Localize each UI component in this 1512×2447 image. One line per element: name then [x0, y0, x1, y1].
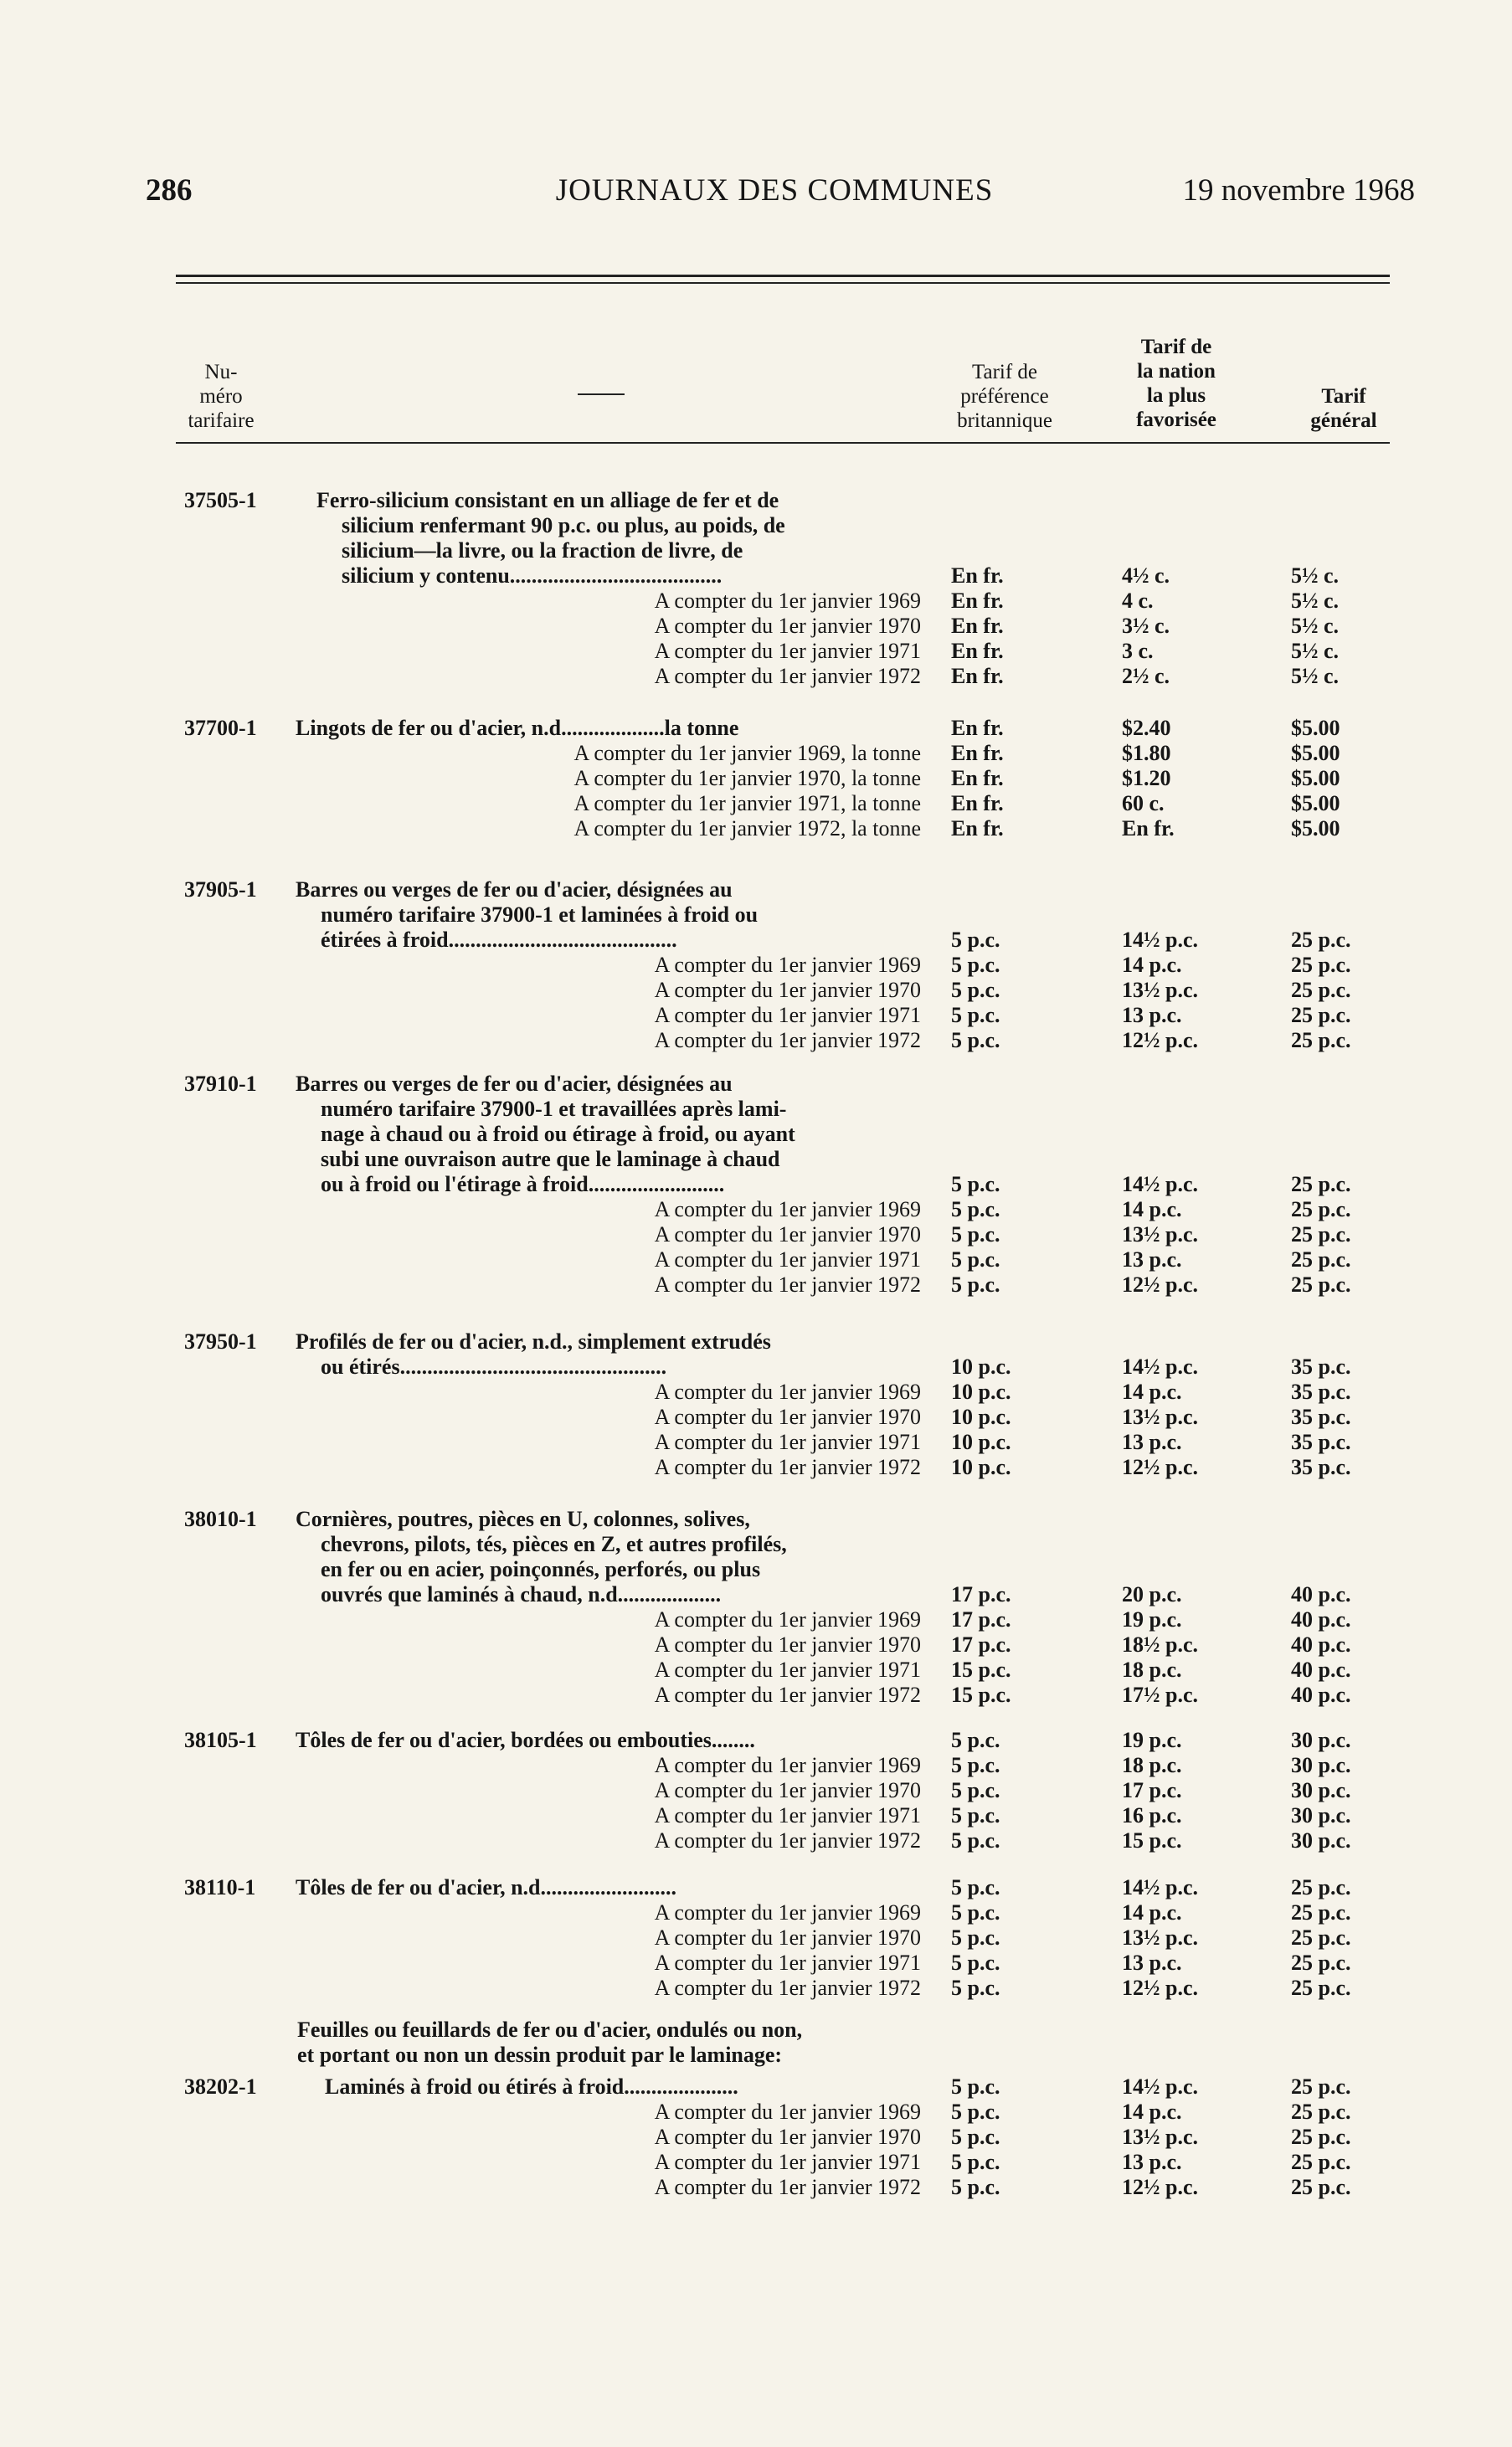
rate-british-preference: 15 p.c.	[951, 1658, 1011, 1682]
tariff-number: 37505-1	[184, 488, 257, 512]
tariff-entry	[184, 1728, 1390, 1853]
description-text: silicium y contenu.......................................	[342, 563, 723, 588]
rate-general: 25 p.c.	[1291, 1900, 1351, 1925]
date-schedule-label: A compter du 1er janvier 1972	[654, 1272, 921, 1297]
rate-most-favoured-nation: 17½ p.c.	[1122, 1683, 1198, 1707]
entry-line	[184, 1532, 1390, 1557]
column-header-rule	[176, 442, 1390, 444]
rate-general: 25 p.c.	[1291, 2074, 1351, 2099]
description-text: silicium renfermant 90 p.c. ou plus, au poids, de	[342, 513, 785, 537]
entry-line	[184, 1683, 1390, 1708]
rate-general: 25 p.c.	[1291, 1951, 1351, 1975]
entry-line	[184, 1900, 1390, 1925]
date-schedule-label: A compter du 1er janvier 1971, la tonne	[573, 791, 921, 815]
column-header-text: Tarif de	[1140, 336, 1212, 358]
rate-british-preference: 10 p.c.	[951, 1380, 1011, 1404]
date-schedule-label: A compter du 1er janvier 1972	[654, 2175, 921, 2199]
date-schedule-label: A compter du 1er janvier 1969	[654, 589, 921, 613]
rate-most-favoured-nation: 19 p.c.	[1122, 1607, 1182, 1632]
rate-british-preference: 15 p.c.	[951, 1683, 1011, 1707]
description-text: Lingots de fer ou d'acier, n.d...................la tonne	[296, 716, 739, 740]
rate-most-favoured-nation: 18 p.c.	[1122, 1658, 1182, 1682]
column-header-text: préférence	[960, 385, 1049, 408]
entry-line	[184, 614, 1390, 639]
rate-british-preference: 5 p.c.	[951, 2150, 1000, 2174]
entry-line	[184, 538, 1390, 563]
rate-general: 25 p.c.	[1291, 1003, 1351, 1027]
entry-line	[184, 953, 1390, 978]
entry-line	[184, 2150, 1390, 2175]
tariff-entry	[184, 877, 1390, 1053]
rate-general: 5½ c.	[1291, 589, 1340, 613]
description-text: Laminés à froid ou étirés à froid.....................	[325, 2074, 738, 2099]
description-text: en fer ou en acier, poinçonnés, perforés, ou plus	[321, 1557, 761, 1581]
rate-general: 25 p.c.	[1291, 1272, 1351, 1297]
column-header-text: méro	[199, 385, 243, 408]
rate-most-favoured-nation: En fr.	[1122, 816, 1175, 841]
entry-line	[184, 1925, 1390, 1951]
description-text: Barres ou verges de fer ou d'acier, désignées au	[296, 1072, 733, 1096]
rate-general: 25 p.c.	[1291, 1197, 1351, 1221]
entry-line	[184, 1405, 1390, 1430]
rate-british-preference: 5 p.c.	[951, 1222, 1000, 1247]
rate-most-favoured-nation: 14 p.c.	[1122, 1380, 1182, 1404]
rate-general: 5½ c.	[1291, 664, 1340, 688]
date-schedule-label: A compter du 1er janvier 1970	[654, 1778, 921, 1802]
date-schedule-label: A compter du 1er janvier 1970	[654, 1405, 921, 1429]
rate-british-preference: En fr.	[951, 791, 1004, 815]
entry-line	[184, 1557, 1390, 1582]
entry-line	[184, 928, 1390, 953]
description-text: nage à chaud ou à froid ou étirage à froid, ou ayant	[321, 1122, 795, 1146]
rate-general: 25 p.c.	[1291, 2150, 1351, 2174]
rate-most-favoured-nation: 13½ p.c.	[1122, 1405, 1198, 1429]
entry-line	[184, 1507, 1390, 1532]
tariff-entry	[184, 716, 1390, 841]
date-schedule-label: A compter du 1er janvier 1969	[654, 2100, 921, 2124]
rate-general: 35 p.c.	[1291, 1405, 1351, 1429]
group-heading-line: et portant ou non un dessin produit par le laminage:	[297, 2043, 783, 2067]
tariff-entry	[184, 488, 1390, 689]
entry-line	[184, 877, 1390, 902]
entry-line	[184, 1272, 1390, 1298]
rate-british-preference: 5 p.c.	[951, 2125, 1000, 2149]
rate-british-preference: 5 p.c.	[951, 1028, 1000, 1052]
group-heading-line: Feuilles ou feuillards de fer ou d'acier, ondulés ou non,	[297, 2018, 803, 2042]
entry-line	[184, 1380, 1390, 1405]
rate-british-preference: 17 p.c.	[951, 1607, 1011, 1632]
rate-most-favoured-nation: $1.80	[1122, 741, 1171, 765]
rate-most-favoured-nation: 14½ p.c.	[1122, 928, 1198, 952]
rate-general: $5.00	[1291, 816, 1340, 841]
date-schedule-label: A compter du 1er janvier 1969, la tonne	[573, 741, 921, 765]
date-schedule-label: A compter du 1er janvier 1970	[654, 978, 921, 1002]
rate-most-favoured-nation: 14½ p.c.	[1122, 1875, 1198, 1900]
rate-british-preference: 5 p.c.	[951, 1272, 1000, 1297]
entry-line	[184, 1658, 1390, 1683]
date-schedule-label: A compter du 1er janvier 1972	[654, 1028, 921, 1052]
rate-most-favoured-nation: 60 c.	[1122, 791, 1165, 815]
description-text: Ferro-silicium consistant en un alliage de fer et de	[316, 488, 779, 512]
rate-general: 40 p.c.	[1291, 1582, 1351, 1606]
date-schedule-label: A compter du 1er janvier 1971	[654, 1430, 921, 1454]
rate-most-favoured-nation: 17 p.c.	[1122, 1778, 1182, 1802]
rate-british-preference: En fr.	[951, 589, 1004, 613]
rate-general: 25 p.c.	[1291, 1028, 1351, 1052]
entry-line	[184, 1582, 1390, 1607]
rate-general: 25 p.c.	[1291, 2175, 1351, 2199]
rate-british-preference: En fr.	[951, 816, 1004, 841]
rate-general: 35 p.c.	[1291, 1455, 1351, 1479]
rate-general: 40 p.c.	[1291, 1632, 1351, 1657]
page-header	[134, 172, 1415, 218]
rate-general: 25 p.c.	[1291, 928, 1351, 952]
date-schedule-label: A compter du 1er janvier 1972	[654, 1683, 921, 1707]
rate-general: 25 p.c.	[1291, 978, 1351, 1002]
rate-british-preference: 5 p.c.	[951, 953, 1000, 977]
rate-most-favoured-nation: 14 p.c.	[1122, 1900, 1182, 1925]
description-text: ou à froid ou l'étirage à froid.........................	[321, 1172, 725, 1196]
date-schedule-label: A compter du 1er janvier 1969	[654, 1753, 921, 1777]
rate-general: 35 p.c.	[1291, 1380, 1351, 1404]
rate-british-preference: 5 p.c.	[951, 1828, 1000, 1853]
date-schedule-label: A compter du 1er janvier 1970, la tonne	[573, 766, 921, 790]
rate-most-favoured-nation: 13½ p.c.	[1122, 1925, 1198, 1950]
header-rule-top	[176, 275, 1390, 277]
entry-line	[184, 766, 1390, 791]
column-header-general	[1289, 384, 1398, 433]
rate-general: 30 p.c.	[1291, 1803, 1351, 1828]
rate-british-preference: 5 p.c.	[951, 1197, 1000, 1221]
rate-british-preference: En fr.	[951, 716, 1004, 740]
date-schedule-label: A compter du 1er janvier 1972	[654, 664, 921, 688]
entry-line	[184, 1632, 1390, 1658]
description-text: Tôles de fer ou d'acier, bordées ou embouties........	[296, 1728, 755, 1752]
rate-most-favoured-nation: 14 p.c.	[1122, 953, 1182, 977]
rate-general: 40 p.c.	[1291, 1607, 1351, 1632]
column-header-text: favorisée	[1136, 409, 1216, 431]
tariff-entry	[184, 1507, 1390, 1708]
date-schedule-label: A compter du 1er janvier 1971	[654, 1951, 921, 1975]
date-schedule-label: A compter du 1er janvier 1970	[654, 1925, 921, 1950]
rate-general: $5.00	[1291, 716, 1340, 740]
column-header-text: la plus	[1146, 384, 1206, 407]
tariff-entry	[184, 1875, 1390, 2001]
entry-line	[184, 1122, 1390, 1147]
column-header-text: tarifaire	[188, 409, 255, 432]
entry-line	[184, 1197, 1390, 1222]
entry-line	[184, 1222, 1390, 1247]
rate-general: 30 p.c.	[1291, 1728, 1351, 1752]
description-text: Profilés de fer ou d'acier, n.d., simplement extrudés	[296, 1329, 771, 1354]
rate-most-favoured-nation: 12½ p.c.	[1122, 1455, 1198, 1479]
date-schedule-label: A compter du 1er janvier 1971	[654, 1803, 921, 1828]
entry-line	[184, 1355, 1390, 1380]
rate-most-favoured-nation: 14½ p.c.	[1122, 2074, 1198, 2099]
entry-line	[184, 1097, 1390, 1122]
date-schedule-label: A compter du 1er janvier 1969	[654, 1900, 921, 1925]
rate-british-preference: En fr.	[951, 664, 1004, 688]
rate-most-favoured-nation: 12½ p.c.	[1122, 1272, 1198, 1297]
rate-general: 30 p.c.	[1291, 1753, 1351, 1777]
rate-general: 5½ c.	[1291, 614, 1340, 638]
rate-most-favoured-nation: 4 c.	[1122, 589, 1154, 613]
rate-british-preference: 17 p.c.	[951, 1632, 1011, 1657]
rate-british-preference: En fr.	[951, 741, 1004, 765]
rate-most-favoured-nation: $2.40	[1122, 716, 1171, 740]
rate-general: $5.00	[1291, 791, 1340, 815]
column-header-text: Nu-	[204, 361, 238, 383]
date-schedule-label: A compter du 1er janvier 1970	[654, 1632, 921, 1657]
rate-most-favoured-nation: 13½ p.c.	[1122, 978, 1198, 1002]
tariff-number: 37910-1	[184, 1072, 257, 1096]
rate-british-preference: 5 p.c.	[951, 928, 1000, 952]
tariff-number: 38010-1	[184, 1507, 257, 1531]
entry-line	[184, 1778, 1390, 1803]
entry-line	[184, 1951, 1390, 1976]
column-header-description-dash	[578, 393, 625, 395]
entry-line	[184, 978, 1390, 1003]
entry-line	[184, 2100, 1390, 2125]
entry-line	[184, 1828, 1390, 1853]
entry-line	[184, 513, 1390, 538]
entry-line	[184, 563, 1390, 589]
entry-line	[184, 1728, 1390, 1753]
rate-british-preference: 5 p.c.	[951, 1728, 1000, 1752]
rate-british-preference: 5 p.c.	[951, 1875, 1000, 1900]
rate-most-favoured-nation: 14½ p.c.	[1122, 1172, 1198, 1196]
rate-most-favoured-nation: 13 p.c.	[1122, 1430, 1182, 1454]
entry-line	[184, 589, 1390, 614]
rate-most-favoured-nation: 13 p.c.	[1122, 1247, 1182, 1272]
rate-most-favoured-nation: 3 c.	[1122, 639, 1154, 663]
rate-british-preference: 5 p.c.	[951, 1753, 1000, 1777]
rate-general: 30 p.c.	[1291, 1828, 1351, 1853]
entry-line	[184, 639, 1390, 664]
rate-british-preference: 5 p.c.	[951, 1172, 1000, 1196]
tariff-number: 38110-1	[184, 1875, 256, 1900]
rate-british-preference: En fr.	[951, 563, 1004, 588]
description-text: ou étirés.................................................	[321, 1355, 667, 1379]
description-text: Cornières, poutres, pièces en U, colonnes, solives,	[296, 1507, 750, 1531]
rate-most-favoured-nation: 14½ p.c.	[1122, 1355, 1198, 1379]
rate-most-favoured-nation: 13½ p.c.	[1122, 2125, 1198, 2149]
description-text: chevrons, pilots, tés, pièces en Z, et autres profilés,	[321, 1532, 787, 1556]
date-schedule-label: A compter du 1er janvier 1971	[654, 639, 921, 663]
rate-most-favoured-nation: 15 p.c.	[1122, 1828, 1182, 1853]
rate-most-favoured-nation: 4½ c.	[1122, 563, 1170, 588]
rate-british-preference: 5 p.c.	[951, 978, 1000, 1002]
entry-line	[184, 1147, 1390, 1172]
group-heading	[297, 2018, 933, 2068]
rate-general: 5½ c.	[1291, 563, 1340, 588]
entry-line	[184, 1875, 1390, 1900]
date-schedule-label: A compter du 1er janvier 1969	[654, 1380, 921, 1404]
tariff-entry	[184, 2074, 1390, 2200]
page-date: 19 novembre 1968	[1182, 173, 1415, 208]
rate-general: 35 p.c.	[1291, 1355, 1351, 1379]
date-schedule-label: A compter du 1er janvier 1969	[654, 953, 921, 977]
rate-british-preference: 5 p.c.	[951, 1003, 1000, 1027]
entry-line	[184, 488, 1390, 513]
rate-british-preference: 5 p.c.	[951, 1951, 1000, 1975]
column-header-text: Tarif	[1321, 385, 1366, 408]
tariff-number: 38105-1	[184, 1728, 257, 1752]
entry-line	[184, 2175, 1390, 2200]
date-schedule-label: A compter du 1er janvier 1970	[654, 614, 921, 638]
rate-general: $5.00	[1291, 741, 1340, 765]
rate-general: 35 p.c.	[1291, 1430, 1351, 1454]
rate-general: 25 p.c.	[1291, 1925, 1351, 1950]
date-schedule-label: A compter du 1er janvier 1970	[654, 1222, 921, 1247]
rate-british-preference: 10 p.c.	[951, 1405, 1011, 1429]
entry-line	[184, 816, 1390, 841]
description-text: Tôles de fer ou d'acier, n.d.........................	[296, 1875, 677, 1900]
rate-general: 30 p.c.	[1291, 1778, 1351, 1802]
description-text: numéro tarifaire 37900-1 et laminées à froid ou	[321, 902, 759, 927]
entry-line	[184, 1028, 1390, 1053]
entry-line	[184, 902, 1390, 928]
rate-most-favoured-nation: 13 p.c.	[1122, 1951, 1182, 1975]
rate-most-favoured-nation: 18½ p.c.	[1122, 1632, 1198, 1657]
rate-british-preference: 5 p.c.	[951, 1925, 1000, 1950]
rate-general: 25 p.c.	[1291, 2125, 1351, 2149]
description-text: ouvrés que laminés à chaud, n.d...................	[321, 1582, 722, 1606]
header-rule-bottom	[176, 282, 1390, 284]
date-schedule-label: A compter du 1er janvier 1972	[654, 1455, 921, 1479]
column-header-text: Tarif de	[971, 361, 1038, 383]
rate-general: 25 p.c.	[1291, 1875, 1351, 1900]
rate-most-favoured-nation: 12½ p.c.	[1122, 1976, 1198, 2000]
rate-general: 25 p.c.	[1291, 953, 1351, 977]
rate-most-favoured-nation: 3½ c.	[1122, 614, 1170, 638]
entry-line	[184, 2125, 1390, 2150]
rate-most-favoured-nation: 16 p.c.	[1122, 1803, 1182, 1828]
description-text: Barres ou verges de fer ou d'acier, désignées au	[296, 877, 733, 902]
rate-british-preference: En fr.	[951, 639, 1004, 663]
rate-british-preference: 5 p.c.	[951, 1778, 1000, 1802]
rate-british-preference: 5 p.c.	[951, 1900, 1000, 1925]
column-header-numero	[179, 360, 263, 433]
entry-line	[184, 1976, 1390, 2001]
rate-most-favoured-nation: 13½ p.c.	[1122, 1222, 1198, 1247]
entry-line	[184, 1329, 1390, 1355]
rate-british-preference: 5 p.c.	[951, 1803, 1000, 1828]
entry-line	[184, 2074, 1390, 2100]
entry-line	[184, 716, 1390, 741]
rate-most-favoured-nation: 14 p.c.	[1122, 2100, 1182, 2124]
entry-line	[184, 1247, 1390, 1272]
column-header-text: la nation	[1137, 360, 1216, 383]
entry-line	[184, 741, 1390, 766]
rate-most-favoured-nation: 2½ c.	[1122, 664, 1170, 688]
entry-line	[184, 1072, 1390, 1097]
entry-line	[184, 1430, 1390, 1455]
rate-british-preference: En fr.	[951, 614, 1004, 638]
rate-general: 40 p.c.	[1291, 1658, 1351, 1682]
rate-british-preference: 5 p.c.	[951, 2175, 1000, 2199]
entry-line	[184, 1607, 1390, 1632]
rate-general: $5.00	[1291, 766, 1340, 790]
date-schedule-label: A compter du 1er janvier 1970	[654, 2125, 921, 2149]
column-header-most-favoured-nation	[1105, 335, 1247, 432]
rate-british-preference: En fr.	[951, 766, 1004, 790]
entry-line	[184, 1172, 1390, 1197]
column-header-text: général	[1310, 409, 1377, 432]
description-text: subi une ouvraison autre que le laminage à chaud	[321, 1147, 780, 1171]
rate-general: 25 p.c.	[1291, 1222, 1351, 1247]
rate-british-preference: 10 p.c.	[951, 1455, 1011, 1479]
rate-most-favoured-nation: $1.20	[1122, 766, 1171, 790]
date-schedule-label: A compter du 1er janvier 1971	[654, 1247, 921, 1272]
rate-most-favoured-nation: 14 p.c.	[1122, 1197, 1182, 1221]
entry-line	[184, 1753, 1390, 1778]
journal-title: JOURNAUX DES COMMUNES	[555, 173, 994, 208]
date-schedule-label: A compter du 1er janvier 1969	[654, 1197, 921, 1221]
rate-most-favoured-nation: 12½ p.c.	[1122, 1028, 1198, 1052]
date-schedule-label: A compter du 1er janvier 1972	[654, 1976, 921, 2000]
entry-line	[184, 1455, 1390, 1480]
rate-general: 25 p.c.	[1291, 1172, 1351, 1196]
column-header-british-preference	[929, 360, 1080, 433]
rate-most-favoured-nation: 13 p.c.	[1122, 1003, 1182, 1027]
rate-general: 5½ c.	[1291, 639, 1340, 663]
tariff-entry	[184, 1072, 1390, 1298]
entry-line	[184, 1003, 1390, 1028]
rate-general: 25 p.c.	[1291, 1247, 1351, 1272]
rate-general: 25 p.c.	[1291, 1976, 1351, 2000]
rate-british-preference: 10 p.c.	[951, 1355, 1011, 1379]
column-header-text: britannique	[957, 409, 1052, 432]
rate-general: 25 p.c.	[1291, 2100, 1351, 2124]
date-schedule-label: A compter du 1er janvier 1971	[654, 1003, 921, 1027]
tariff-number: 38202-1	[184, 2074, 257, 2099]
date-schedule-label: A compter du 1er janvier 1969	[654, 1607, 921, 1632]
rate-most-favoured-nation: 12½ p.c.	[1122, 2175, 1198, 2199]
rate-general: 40 p.c.	[1291, 1683, 1351, 1707]
tariff-number: 37905-1	[184, 877, 257, 902]
rate-british-preference: 5 p.c.	[951, 1976, 1000, 2000]
date-schedule-label: A compter du 1er janvier 1972	[654, 1828, 921, 1853]
date-schedule-label: A compter du 1er janvier 1972, la tonne	[573, 816, 921, 841]
rate-british-preference: 5 p.c.	[951, 2100, 1000, 2124]
rate-british-preference: 10 p.c.	[951, 1430, 1011, 1454]
entry-line	[184, 791, 1390, 816]
rate-most-favoured-nation: 13 p.c.	[1122, 2150, 1182, 2174]
rate-most-favoured-nation: 19 p.c.	[1122, 1728, 1182, 1752]
description-text: numéro tarifaire 37900-1 et travaillées après lami-	[321, 1097, 787, 1121]
rate-british-preference: 17 p.c.	[951, 1582, 1011, 1606]
date-schedule-label: A compter du 1er janvier 1971	[654, 2150, 921, 2174]
entry-line	[184, 664, 1390, 689]
description-text: silicium—la livre, ou la fraction de livre, de	[342, 538, 743, 563]
tariff-entry	[184, 1329, 1390, 1480]
rate-most-favoured-nation: 18 p.c.	[1122, 1753, 1182, 1777]
tariff-number: 37950-1	[184, 1329, 257, 1354]
page-number: 286	[146, 173, 193, 208]
tariff-number: 37700-1	[184, 716, 257, 740]
rate-british-preference: 5 p.c.	[951, 2074, 1000, 2099]
rate-most-favoured-nation: 20 p.c.	[1122, 1582, 1182, 1606]
rate-british-preference: 5 p.c.	[951, 1247, 1000, 1272]
entry-line	[184, 1803, 1390, 1828]
date-schedule-label: A compter du 1er janvier 1971	[654, 1658, 921, 1682]
description-text: étirées à froid..........................................	[321, 928, 677, 952]
